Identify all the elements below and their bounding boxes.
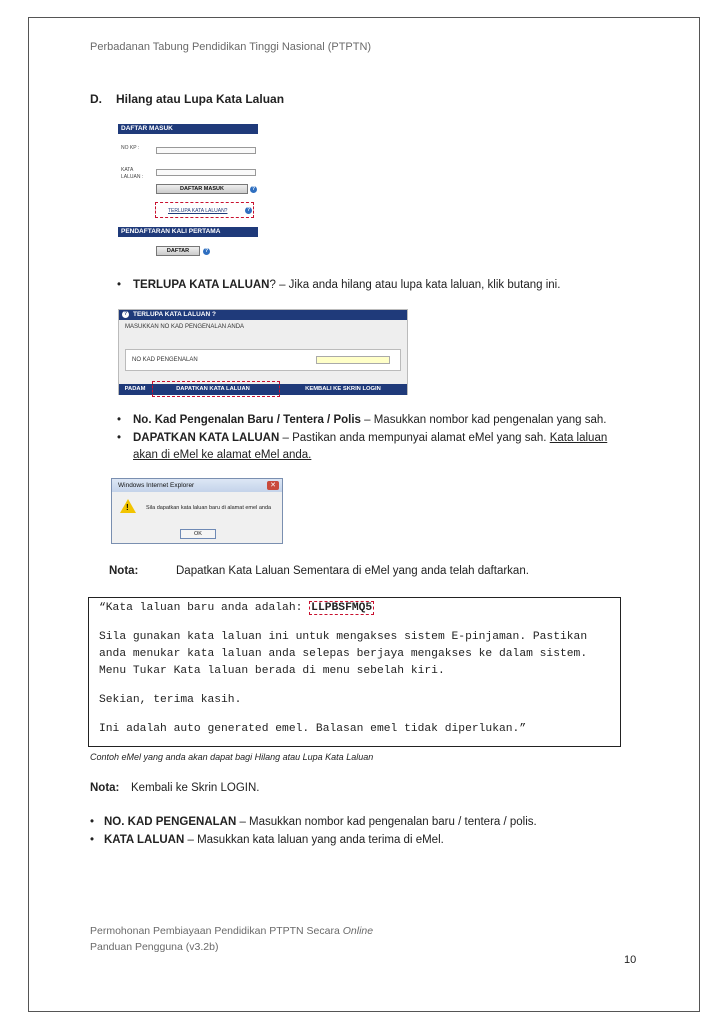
forgot-password-link[interactable]: TERLUPA KATA LALUAN? (168, 208, 228, 214)
login-title-bar: DAFTAR MASUK (118, 124, 258, 134)
page-number: 10 (624, 954, 637, 966)
bullet-dot: • (117, 432, 122, 444)
ok-button[interactable]: OK (180, 529, 216, 539)
bullet-dot: • (90, 816, 95, 828)
email-sample-box (88, 597, 621, 747)
dialog-title: Windows Internet Explorer (112, 479, 282, 492)
close-icon[interactable]: ✕ (267, 481, 279, 490)
email-caption: Contoh eMel yang anda akan dapat bagi Hilang atau Lupa Kata Laluan (90, 752, 374, 762)
bullet-dot: • (117, 279, 122, 291)
help-icon[interactable]: ? (251, 186, 256, 192)
nota-label: Nota: (90, 782, 120, 794)
email-line-2: Sila gunakan kata laluan ini untuk mengakses sistem E-pinjaman. Pastikan (99, 631, 588, 643)
login-panel-screenshot (118, 124, 258, 262)
help-icon[interactable]: ? (246, 207, 251, 213)
email-line-1-text: “Kata laluan baru anda adalah: (99, 602, 310, 614)
nokp-label: NO KP : (121, 145, 140, 151)
nota-1 (109, 563, 138, 580)
bullet-strong: DAPATKAN KATA LALUAN (133, 432, 280, 444)
nota-1-text: Dapatkan Kata Laluan Sementara di eMel yang anda telah daftarkan. (176, 565, 529, 577)
ic-input[interactable] (316, 356, 390, 364)
email-line-4: Menu Tukar Kata laluan berada di menu sebelah kiri. (99, 665, 445, 677)
bullet-strong: NO. KAD PENGENALAN (104, 816, 237, 828)
help-icon[interactable]: ? (204, 248, 209, 254)
section-title (90, 92, 284, 106)
nokp-field[interactable] (156, 147, 256, 154)
ic-row (125, 349, 401, 371)
bullet-text: – Masukkan nombor kad pengenalan baru / tentera / polis. (236, 816, 537, 828)
footer-line-2: Panduan Pengguna (v3.2b) (90, 941, 219, 953)
bullet-text: – Masukkan kata laluan yang anda terima di eMel. (184, 834, 444, 846)
bullet-strong: TERLUPA KATA LALUAN (133, 279, 270, 291)
email-line-6: Ini adalah auto generated emel. Balasan emel tidak diperlukan.” (99, 723, 527, 735)
email-line-1 (99, 602, 374, 614)
email-line-3: anda menukar kata laluan anda selepas berjaya mengakses ke dalam sistem. (99, 648, 588, 660)
bullet-dot: • (117, 414, 122, 426)
forgot-subtitle: MASUKKAN NO KAD PENGENALAN ANDA (125, 324, 245, 330)
section-letter: D. (90, 92, 102, 106)
ic-label: NO KAD PENGENALAN (132, 357, 198, 363)
bullet-strong: KATA LALUAN (104, 834, 185, 846)
footer-line-1 (90, 925, 373, 937)
warning-mark: ! (126, 503, 129, 512)
email-line-5: Sekian, terima kasih. (99, 694, 242, 706)
password-field[interactable] (156, 169, 256, 176)
section-title-text: Hilang atau Lupa Kata Laluan (116, 92, 285, 106)
footer-italic: Online (342, 925, 374, 937)
clear-button[interactable]: PADAM (124, 386, 146, 392)
dialog-message: Sila dapatkan kata laluan baru di alamat emel anda (146, 505, 272, 511)
forgot-title: TERLUPA KATA LALUAN ? (133, 311, 216, 318)
bullet-text: – Pastikan anda mempunyai alamat eMel yang sah. (279, 432, 550, 444)
kata-label-1: KATA (121, 167, 134, 173)
footer-text: Permohonan Pembiayaan Pendidikan PTPTN Secara (90, 925, 343, 937)
ie-dialog-screenshot (111, 478, 283, 544)
register-button[interactable]: DAFTAR (156, 246, 200, 256)
help-icon: ? (123, 311, 128, 317)
bullet-underline-1: Kata laluan (549, 432, 608, 444)
email-password: LLPBSFMQ5 (311, 602, 373, 614)
kata-label-2: LALUAN : (121, 174, 144, 180)
nota-2 (90, 780, 119, 797)
bullet-text: – Masukkan nombor kad pengenalan yang sah. (360, 414, 607, 426)
nota-label: Nota: (109, 565, 139, 577)
bullet-underline-2: akan di eMel ke alamat eMel anda. (133, 449, 312, 461)
header-org: Perbadanan Tabung Pendidikan Tinggi Nasional (PTPTN) (90, 41, 372, 53)
first-time-title-bar: PENDAFTARAN KALI PERTAMA (118, 227, 258, 237)
bullet-text: ? – Jika anda hilang atau lupa kata laluan, klik butang ini. (269, 279, 561, 291)
forgot-panel-screenshot (118, 309, 408, 395)
bullet-dot: • (90, 834, 95, 846)
back-to-login-button[interactable]: KEMBALI KE SKRIN LOGIN (305, 386, 381, 392)
bullet-strong: No. Kad Pengenalan Baru / Tentera / Polis (133, 414, 361, 426)
get-password-button[interactable]: DAPATKAN KATA LALUAN (176, 386, 250, 392)
nota-2-text: Kembali ke Skrin LOGIN. (131, 782, 260, 794)
forgot-title-bar (119, 310, 407, 320)
login-button[interactable]: DAFTAR MASUK (156, 184, 248, 194)
highlight-box (152, 381, 280, 397)
